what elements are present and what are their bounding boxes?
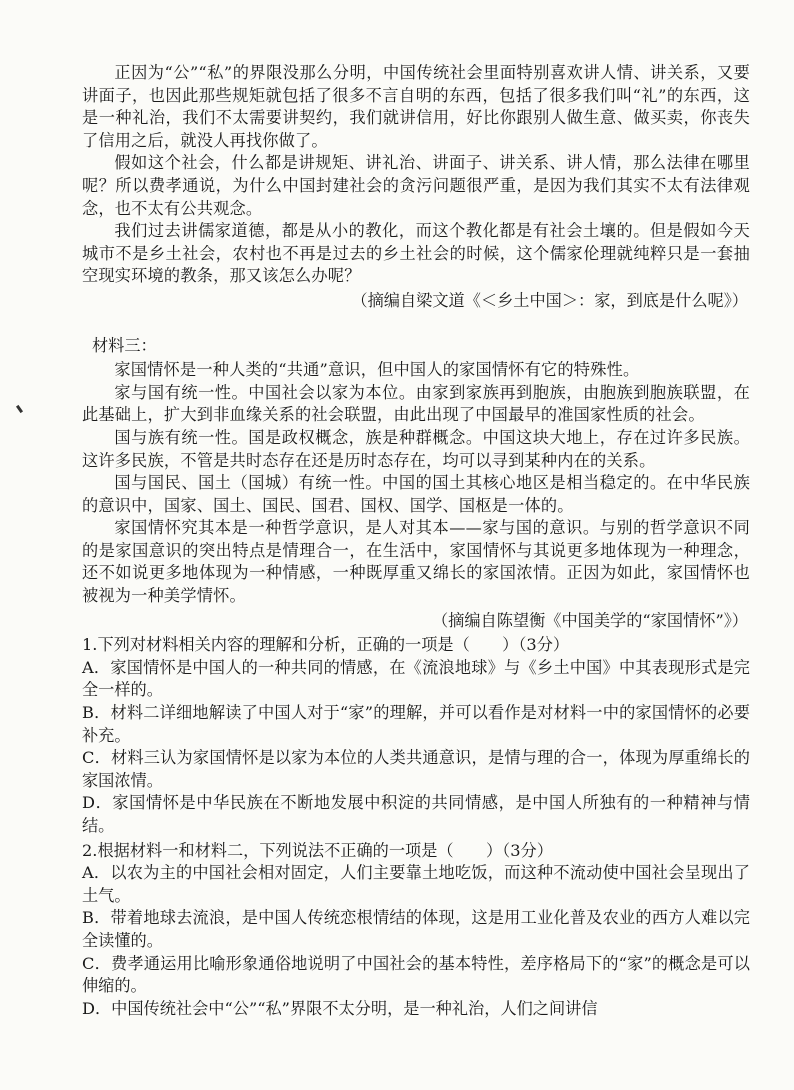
option-c: C．费孝通运用比喻形象通俗地说明了中国社会的基本特性，差序格局下的“家”的概念是可以伸缩的。 xyxy=(82,953,750,996)
source-citation: （摘编自梁文道《＜乡土中国＞：家，到底是什么呢》） xyxy=(351,290,748,310)
option-b: B．带着地球去流浪，是中国人传统恋根情结的体现，这是用工业化普及农业的西方人难以完全读懂的。 xyxy=(82,908,750,950)
paragraph: 家与国有统一性。中国社会以家为本位。由家到家族再到胞族，由胞族到胞族联盟，在此基础上，扩大到非血缘关系的社会联盟，由此出现了中国最早的准国家性质的社会。 xyxy=(82,382,750,425)
question-stem: 1.下列对材料相关内容的理解和分析，正确的一项是（ ）（3分） xyxy=(82,635,570,655)
paragraph: 家国情怀是一种人类的“共通”意识，但中国人的家国情怀有它的特殊性。 xyxy=(114,360,640,380)
option-d: D．家国情怀是中华民族在不断地发展中积淀的共同情感，是中国人所独有的一种精神与情结。 xyxy=(82,793,750,835)
paragraph: 假如这个社会，什么都是讲规矩、讲礼治、讲面子、讲关系、讲人情，那么法律在哪里呢？所以费孝通说，为什么中国封建社会的贪污问题很严重，是因为我们其实不太有法律观念，也不太有公共观念。 xyxy=(82,153,750,218)
paragraph: 家国情怀究其本是一种哲学意识，是人对其本——家与国的意识。与别的哲学意识不同的是家国意识的突出特点是情理合一，在生活中，家国情怀与其说更多地体现为一种理念，还不如说更多地体现为一种情感，一种既厚重又绵长的家国浓情。正因为如此，家国情怀也被视为一种美学情怀。 xyxy=(82,518,750,606)
material-heading: 材料三： xyxy=(92,335,157,355)
option-b: B．材料二详细地解读了中国人对于“家”的理解，并可以看作是对材料一中的家国情怀的必要补充。 xyxy=(82,703,750,745)
question-stem: 2.根据材料一和材料二，下列说法不正确的一项是（ ）（3分） xyxy=(82,840,553,860)
paragraph: 国与族有统一性。国是政权概念，族是种群概念。中国这块大地上，存在过许多民族。这许多民族，不管是共时态存在还是历时态存在，均可以寻到某种内在的关系。 xyxy=(82,427,750,470)
paragraph: 国与国民、国土（国城）有统一性。中国的国土其核心地区是相当稳定的。在中华民族的意识中，国家、国土、国民、国君、国权、国学、国枢是一体的。 xyxy=(82,473,750,515)
paragraph: 正因为“公”“私”的界限没那么分明，中国传统社会里面特别喜欢讲人情、讲关系，又要讲面子，也因此那些规矩就包括了很多不言自明的东西，包括了很多我们叫“礼”的东西，这是一种礼治，我们不太需要讲契约，我们就讲信用，好比你跟别人做生意、做买卖，你丧失了信用之后，就没人再找你做了。 xyxy=(82,63,750,150)
paragraph: 我们过去讲儒家道德，都是从小的教化，而这个教化都是有社会土壤的。但是假如今天城市不是乡土社会，农村也不再是过去的乡土社会的时候，这个儒家伦理就纯粹只是一套抽空现实环境的教条，那又该怎么办呢？ xyxy=(82,221,750,286)
option-d: D．中国传统社会中“公”“私”界限不太分明，是一种礼治，人们之间讲信 xyxy=(82,998,598,1018)
question-2 xyxy=(82,840,750,1021)
question-1 xyxy=(82,634,750,837)
option-a: A．以农为主的中国社会相对固定，人们主要靠土地吃饭，而这种不流动使中国社会呈现出了土气。 xyxy=(82,863,750,905)
source-citation: （摘编自陈望衡《中国美学的“家国情怀”》） xyxy=(431,610,748,630)
option-a: A．家国情怀是中国人的一种共同的情感，在《流浪地球》与《乡土中国》中其表现形式是完全一样的。 xyxy=(82,657,750,700)
option-c: C．材料三认为家国情怀是以家为本位的人类共通意识，是情与理的合一，体现为厚重绵长的家国浓情。 xyxy=(82,748,750,790)
